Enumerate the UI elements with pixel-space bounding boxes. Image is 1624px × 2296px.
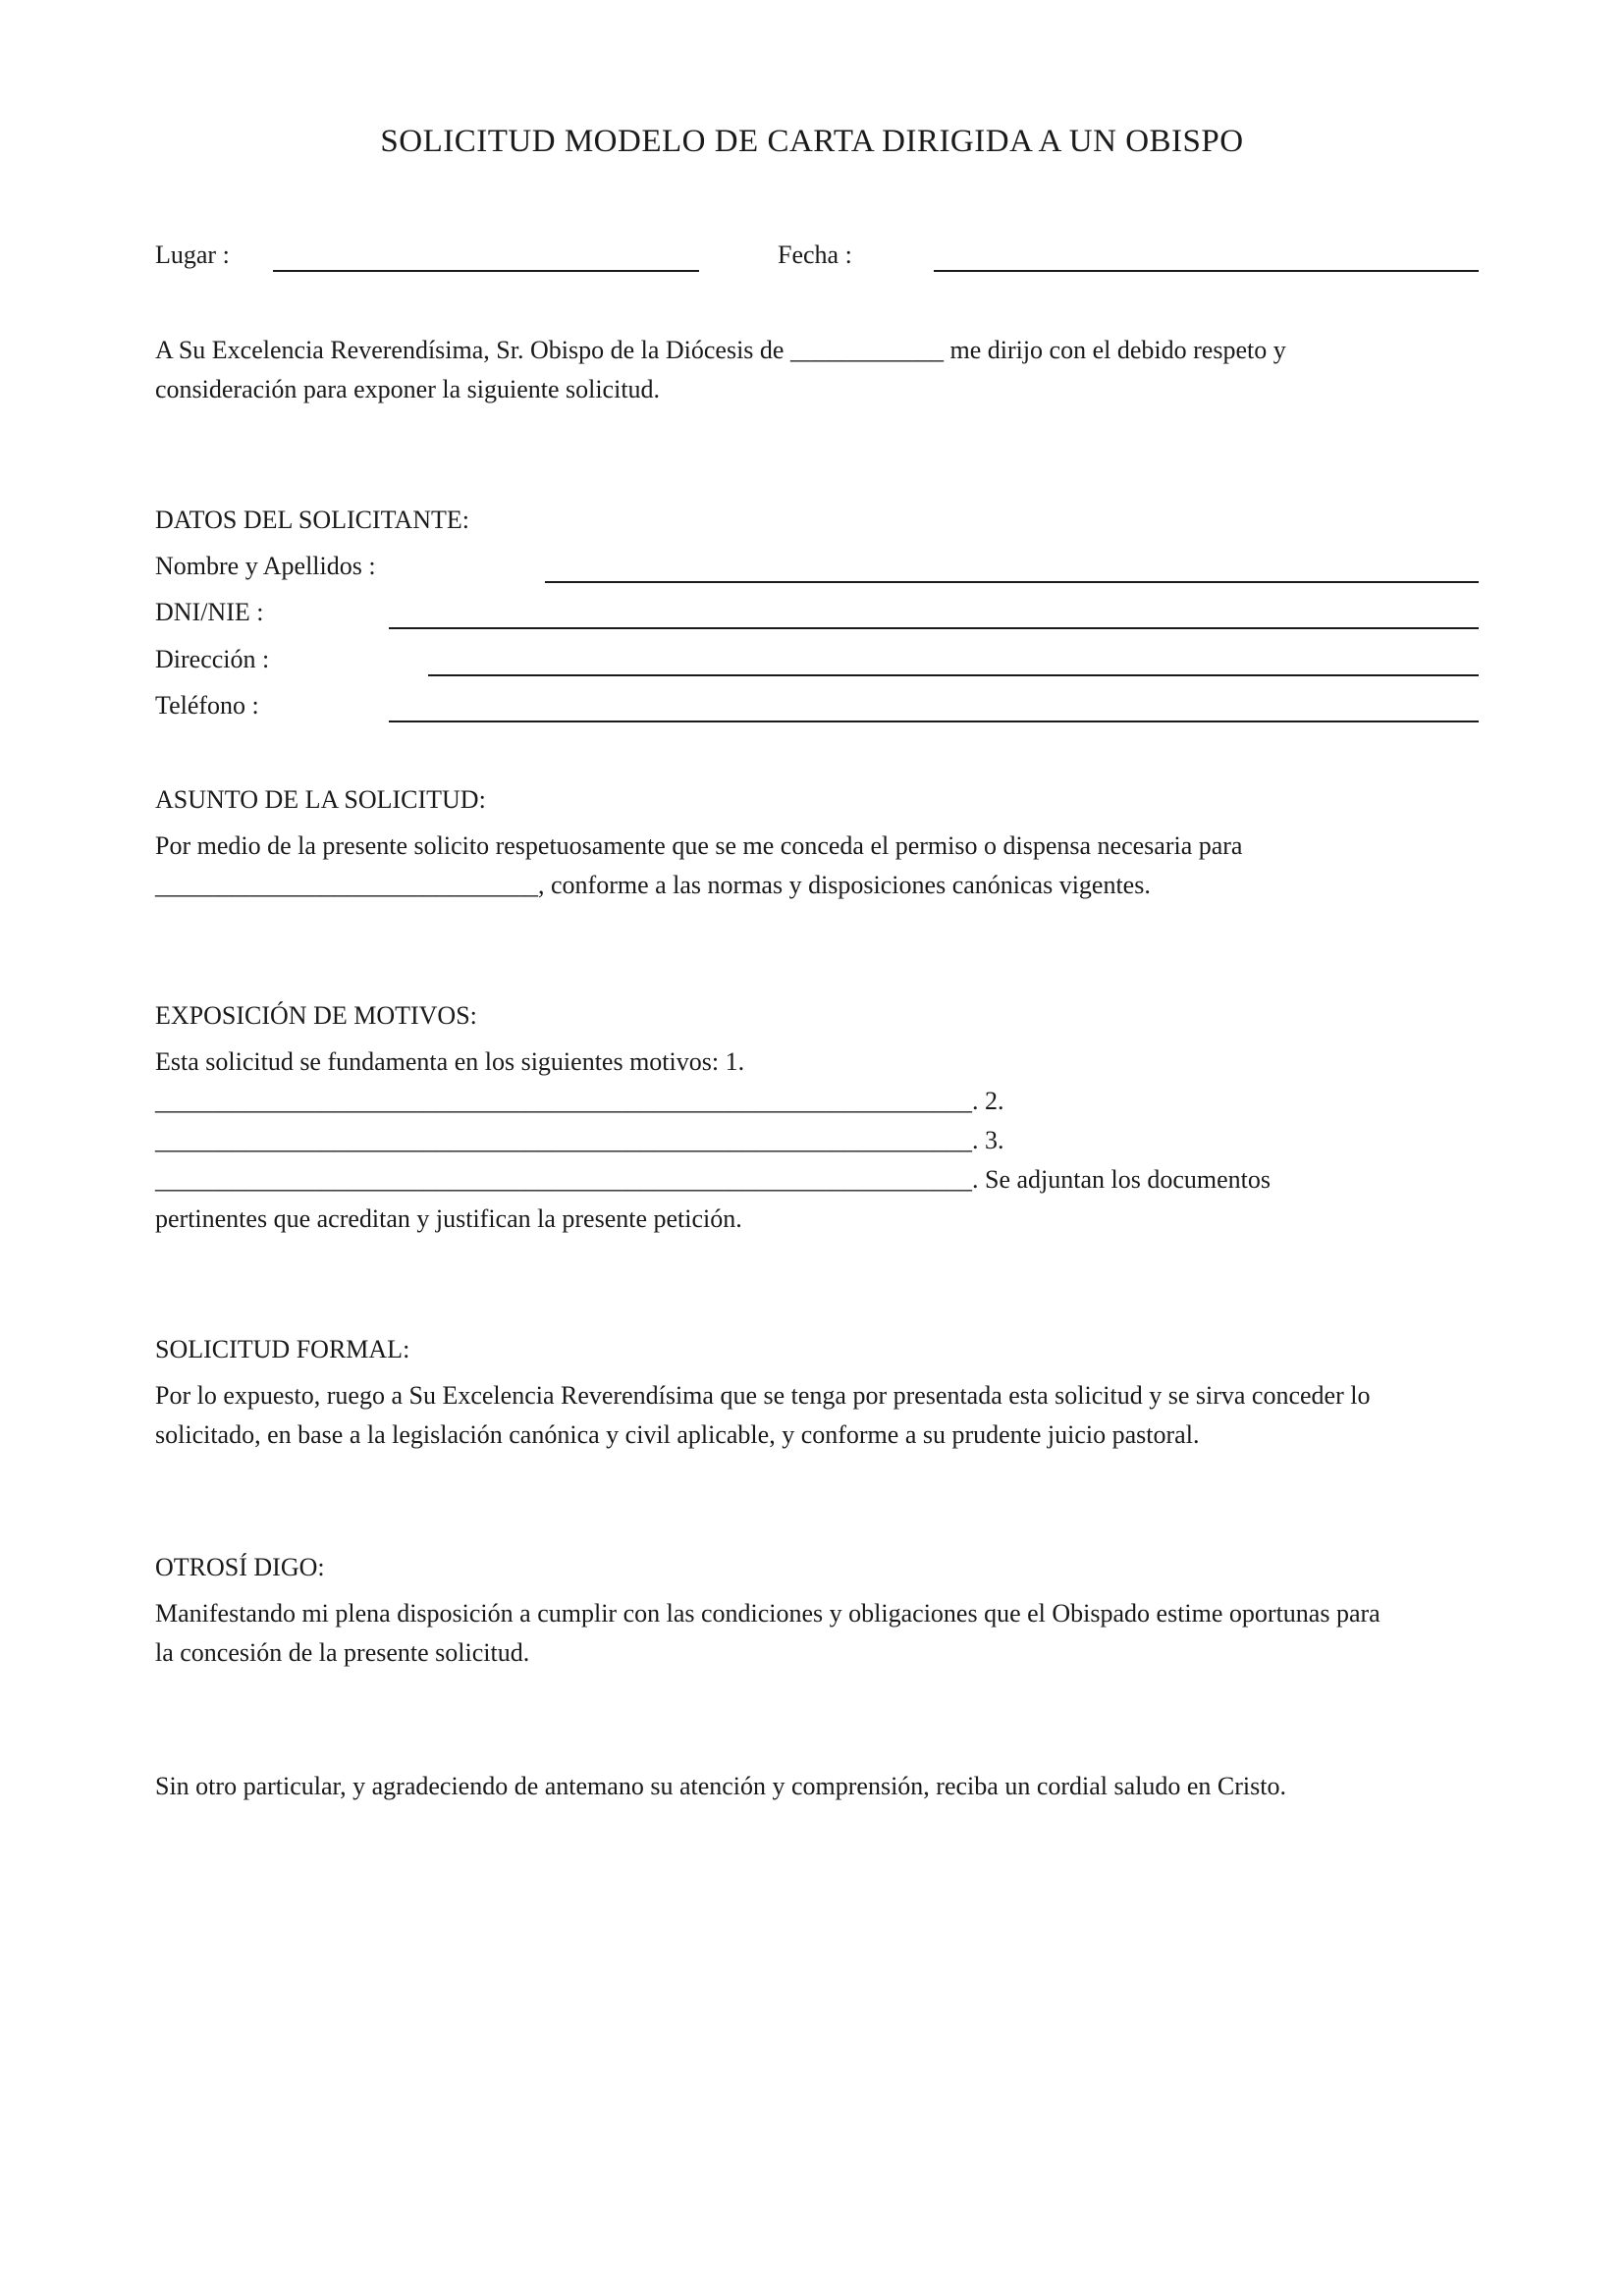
motivos-line-4: ________________________________________________________________. Se adjuntan los documentos (155, 1165, 1272, 1194)
fecha-field[interactable] (934, 270, 1479, 272)
intro-line-1: A Su Excelencia Reverendísima, Sr. Obispo de la Diócesis de ____________ me dirijo con el debido respeto y (155, 336, 1286, 364)
solicitud-formal-line-1: Por lo expuesto, ruego a Su Excelencia Reverendísima que se tenga por presentada esta solicitud y se sirva conceder lo (155, 1381, 1371, 1410)
telefono-label: Teléfono : (155, 691, 259, 720)
lugar-field[interactable] (273, 270, 699, 272)
datos-heading: DATOS DEL SOLICITANTE: (155, 506, 470, 534)
lugar-label: Lugar : (155, 240, 230, 269)
motivos-line-5: pertinentes que acreditan y justifican la presente petición. (155, 1204, 742, 1233)
asunto-line-1: Por medio de la presente solicito respetuosamente que se me conceda el permiso o dispensa necesaria para (155, 831, 1243, 860)
motivos-line-1: Esta solicitud se fundamenta en los siguientes motivos: 1. (155, 1047, 745, 1076)
nombre-label: Nombre y Apellidos : (155, 552, 376, 580)
fecha-label: Fecha : (778, 240, 852, 269)
otrosi-line-1: Manifestando mi plena disposición a cumplir con las condiciones y obligaciones que el Obispado estime oportunas para (155, 1599, 1380, 1628)
telefono-field[interactable] (389, 721, 1479, 722)
solicitud-formal-heading: SOLICITUD FORMAL: (155, 1335, 410, 1363)
intro-line-2: consideración para exponer la siguiente solicitud. (155, 375, 661, 403)
motivos-line-2: ________________________________________________________________. 2. (155, 1087, 1004, 1115)
asunto-line-2: ______________________________, conforme a las normas y disposiciones canónicas vigentes. (155, 871, 1151, 899)
direccion-field[interactable] (428, 674, 1479, 676)
asunto-heading: ASUNTO DE LA SOLICITUD: (155, 785, 486, 814)
motivos-line-3: ________________________________________________________________. 3. (155, 1126, 1004, 1154)
otrosi-line-2: la concesión de la presente solicitud. (155, 1638, 530, 1667)
direccion-label: Dirección : (155, 645, 270, 673)
dni-field[interactable] (389, 627, 1479, 629)
otrosi-heading: OTROSÍ DIGO: (155, 1553, 325, 1581)
nombre-field[interactable] (545, 581, 1479, 583)
motivos-heading: EXPOSICIÓN DE MOTIVOS: (155, 1001, 477, 1030)
closing-line: Sin otro particular, y agradeciendo de antemano su atención y comprensión, reciba un cordial saludo en Cristo. (155, 1772, 1286, 1800)
dni-label: DNI/NIE : (155, 598, 264, 626)
document-title: SOLICITUD MODELO DE CARTA DIRIGIDA A UN OBISPO (380, 124, 1244, 159)
solicitud-formal-line-2: solicitado, en base a la legislación canónica y civil aplicable, y conforme a su prudente juicio pastoral. (155, 1420, 1200, 1449)
